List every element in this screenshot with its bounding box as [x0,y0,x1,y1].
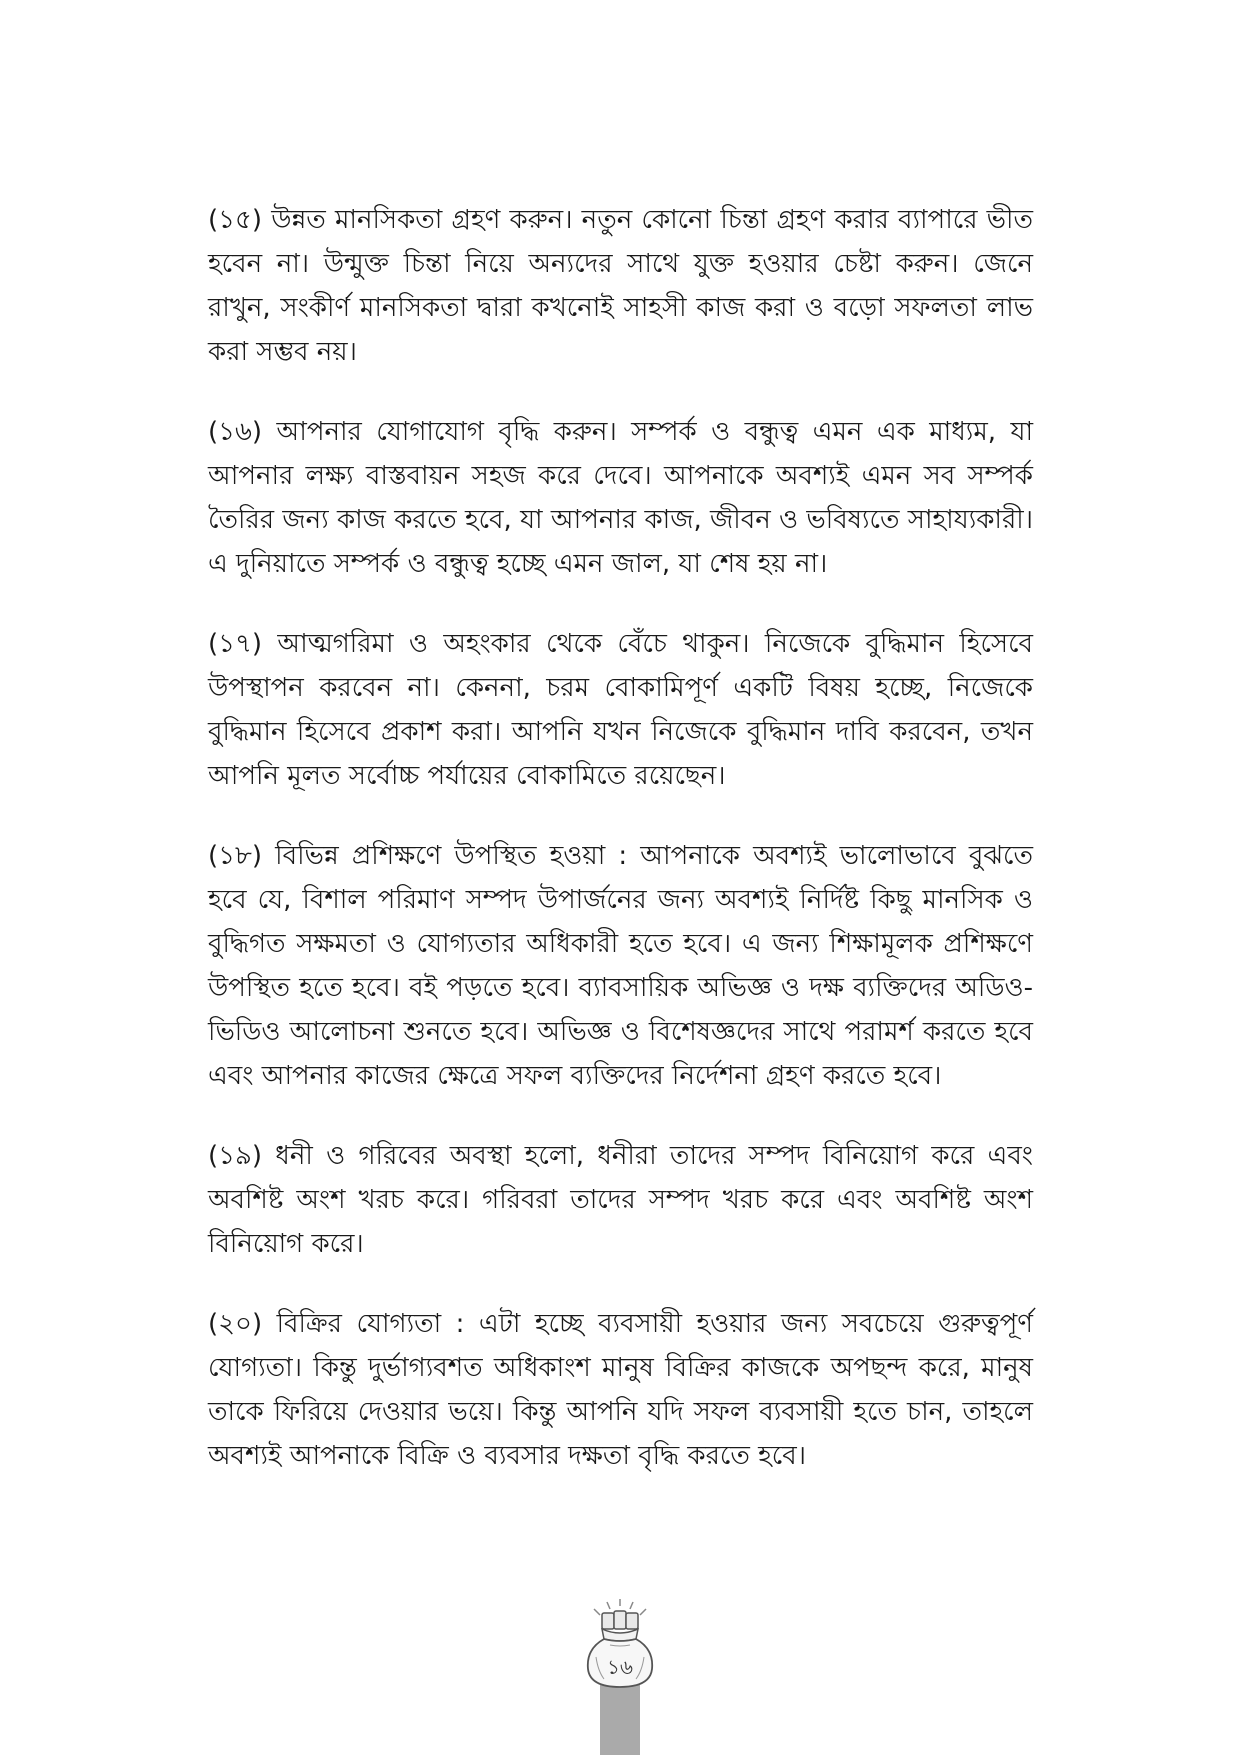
page-footer [574,1597,666,1755]
page-body [208,198,1033,1478]
paragraph-20: (২০) বিক্রির যোগ্যতা : এটা হচ্ছে ব্যবসায়ী হওয়ার জন্য সবচেয়ে গুরুত্বপূর্ণ যোগ্যতা। কিন্তু দুর্ভাগ্যবশত অধিকাংশ মানুষ বিক্রির কাজকে অপছন্দ করে, মানুষ তাকে ফিরিয়ে দেওয়ার ভয়ে। কিন্তু আপনি যদি সফল ব্যবসায়ী হতে চান, তাহলে অবশ্যই আপনাকে বিক্রি ও ব্যবসার দক্ষতা বৃদ্ধি করতে হবে। [208,1309,1033,1471]
paragraph-15: (১৫) উন্নত মানসিকতা গ্রহণ করুন। নতুন কোনো চিন্তা গ্রহণ করার ব্যাপারে ভীত হবেন না। উন্মুক্ত চিন্তা নিয়ে অন্যদের সাথে যুক্ত হওয়ার চেষ্টা করুন। জেনে রাখুন, সংকীর্ণ মানসিকতা দ্বারা কখনোই সাহসী কাজ করা ও বড়ো সফলতা লাভ করা সম্ভব নয়। [208,205,1033,367]
footer-bar [600,1685,640,1755]
paragraph-18: (১৮) বিভিন্ন প্রশিক্ষণে উপস্থিত হওয়া : আপনাকে অবশ্যই ভালোভাবে বুঝতে হবে যে, বিশাল পরিমাণ সম্পদ উপার্জনের জন্য অবশ্যই নির্দিষ্ট কিছু মানসিক ও বুদ্ধিগত সক্ষমতা ও যোগ্যতার অধিকারী হতে হবে। এ জন্য শিক্ষামূলক প্রশিক্ষণে উপস্থিত হতে হবে। বই পড়তে হবে। ব্যাবসায়িক অভিজ্ঞ ও দক্ষ ব্যক্তিদের অডিও-ভিডিও আলোচনা শুনতে হবে। অভিজ্ঞ ও বিশেষজ্ঞদের সাথে পরামর্শ করতে হবে এবং আপনার কাজের ক্ষেত্রে সফল ব্যক্তিদের নির্দেশনা গ্রহণ করতে হবে। [208,841,1033,1091]
paragraph-16: (১৬) আপনার যোগাযোগ বৃদ্ধি করুন। সম্পর্ক ও বন্ধুত্ব এমন এক মাধ্যম, যা আপনার লক্ষ্য বাস্তবায়ন সহজ করে দেবে। আপনাকে অবশ্যই এমন সব সম্পর্ক তৈরির জন্য কাজ করতে হবে, যা আপনার কাজ, জীবন ও ভবিষ্যতে সাহায্যকারী। এ দুনিয়াতে সম্পর্ক ও বন্ধুত্ব হচ্ছে এমন জাল, যা শেষ হয় না। [208,417,1033,579]
page-number: ১৬ [607,1655,633,1679]
paragraph-17: (১৭) আত্মগরিমা ও অহংকার থেকে বেঁচে থাকুন। নিজেকে বুদ্ধিমান হিসেবে উপস্থাপন করবেন না। কেননা, চরম বোকামিপূর্ণ একটি বিষয় হচ্ছে, নিজেকে বুদ্ধিমান হিসেবে প্রকাশ করা। আপনি যখন নিজেকে বুদ্ধিমান দাবি করবেন, তখন আপনি মূলত সর্বোচ্চ পর্যায়ের বোকামিতে রয়েছেন। [208,629,1033,791]
paragraph-19: (১৯) ধনী ও গরিবের অবস্থা হলো, ধনীরা তাদের সম্পদ বিনিয়োগ করে এবং অবশিষ্ট অংশ খরচ করে। গরিবরা তাদের সম্পদ খরচ করে এবং অবশিষ্ট অংশ বিনিয়োগ করে। [208,1141,1033,1259]
